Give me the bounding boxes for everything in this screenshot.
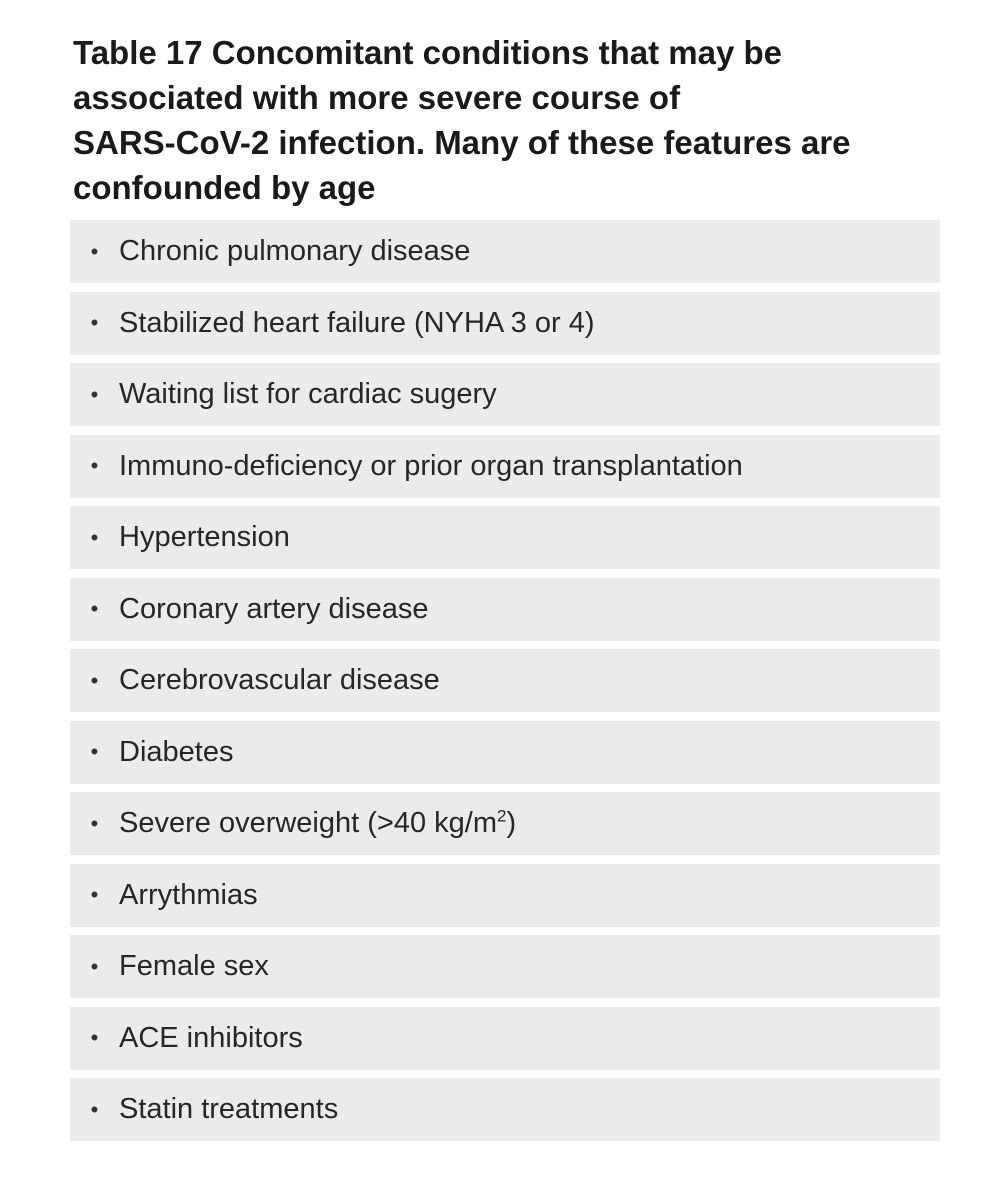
bullet-icon: • xyxy=(90,381,99,407)
list-item xyxy=(70,292,940,355)
list-item xyxy=(70,435,940,498)
list-item xyxy=(70,220,940,283)
list-item-label: Diabetes xyxy=(119,735,234,768)
list-item-label-text: Severe overweight (>40 kg/m xyxy=(119,807,497,839)
list-item xyxy=(70,649,940,712)
bullet-icon: • xyxy=(90,596,99,621)
list-item xyxy=(70,792,940,855)
list-item-label: ACE inhibitors xyxy=(119,1021,303,1054)
condition-list xyxy=(70,220,940,1150)
list-item xyxy=(70,721,940,784)
bullet-icon: • xyxy=(90,667,99,693)
list-item-label: Coronary artery disease xyxy=(119,592,429,625)
bullet-icon: • xyxy=(90,739,99,764)
list-item-label: Female sex xyxy=(119,950,269,982)
bullet-icon: • xyxy=(90,1025,99,1050)
list-item xyxy=(70,1007,940,1070)
list-item-label: Stabilized heart failure (NYHA 3 or 4) xyxy=(119,306,595,339)
bullet-icon: • xyxy=(90,810,99,836)
list-item xyxy=(70,935,940,998)
list-item-label: Waiting list for cardiac sugery xyxy=(119,378,497,410)
list-item-label: Statin treatments xyxy=(119,1093,339,1125)
bullet-icon: • xyxy=(90,238,99,264)
bullet-icon: • xyxy=(90,524,99,550)
table-caption: Concomitant conditions that may be associated with more severe course of SARS-CoV-2 infection. Many of these features are confounded by age xyxy=(73,34,851,206)
list-item-label: Arrythmias xyxy=(119,878,258,911)
list-item xyxy=(70,363,940,426)
list-item-label: Immuno-deficiency or prior organ transplantation xyxy=(119,449,743,482)
list-item-label xyxy=(119,807,516,840)
list-item-label: Cerebrovascular disease xyxy=(119,664,440,696)
list-item xyxy=(70,1078,940,1141)
superscript: 2 xyxy=(497,806,507,826)
table-title xyxy=(73,30,953,210)
bullet-icon: • xyxy=(90,1096,99,1122)
list-item xyxy=(70,864,940,927)
bullet-icon: • xyxy=(90,953,99,979)
list-item xyxy=(70,578,940,641)
list-item-label-suffix: ) xyxy=(506,807,517,839)
list-item-label: Hypertension xyxy=(119,521,290,553)
list-item-label: Chronic pulmonary disease xyxy=(119,235,471,267)
bullet-icon: • xyxy=(90,310,99,335)
bullet-icon: • xyxy=(90,453,99,478)
bullet-icon: • xyxy=(90,882,99,907)
table-number: Table 17 xyxy=(73,34,203,71)
list-item xyxy=(70,506,940,569)
